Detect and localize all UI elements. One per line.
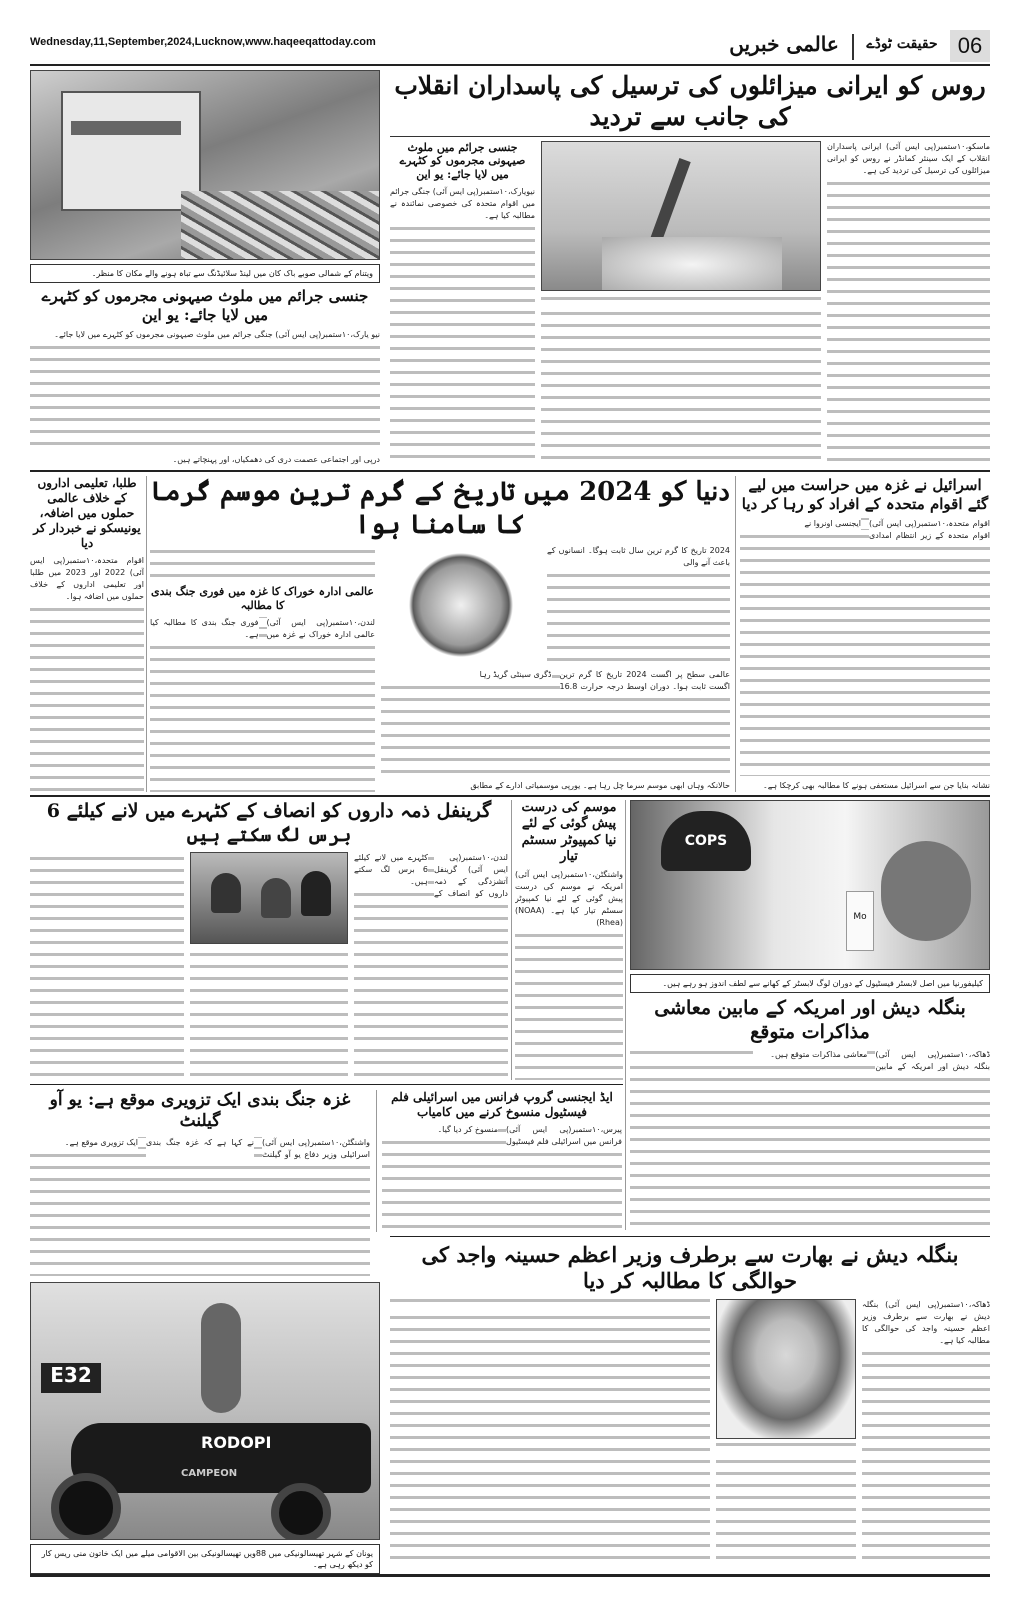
article-russia-iran bbox=[390, 70, 990, 466]
globe-photo bbox=[381, 545, 541, 665]
race-car-photo bbox=[30, 1282, 380, 1540]
landslide-photo bbox=[30, 70, 380, 260]
article-body: 2024 تاریخ کا گرم ترین سال ثابت ہوگا۔ انسانوں کے باعث آنے والی bbox=[547, 545, 730, 665]
article-grenfell bbox=[30, 800, 508, 1080]
lobster-festival-photo bbox=[630, 800, 990, 970]
headline-bangladesh-us-talks: بنگلہ دیش اور امریکہ کے مابین معاشی مذاکرات متوقع bbox=[654, 997, 966, 1043]
article-body: ڈھاکہ،۱۰ستمبر(پی ایس آئی) بنگلہ دیش نے بھارت سے برطرف وزیر اعظم حسینہ واجد کی حوالگی کا مطالبہ کیا ہے۔ bbox=[862, 1299, 990, 1569]
section-title: عالمی خبریں bbox=[729, 32, 839, 56]
bottle-label: Mo bbox=[846, 891, 874, 951]
grenfell-group-photo bbox=[190, 852, 348, 944]
headline-grenfell: گرینفل ذمہ داروں کو انصاف کے کٹہرے میں لانے کیلئے 6 برس لگ سکتے ہیں bbox=[46, 800, 492, 846]
headline-weather-computer: موسم کی درست پیش گوئی کے لئے نیا کمپیوٹر سسٹم تیار bbox=[521, 800, 617, 864]
page-number: 06 bbox=[950, 30, 990, 62]
cap-logo: COPS bbox=[661, 811, 751, 871]
article-hasina-extradition bbox=[390, 1242, 990, 1568]
headline-unesco-attacks-education: طلبا، تعلیمی اداروں کے خلاف عالمی حملوں میں اضافہ، یونیسکو نے خبردار کر دیا bbox=[33, 476, 141, 550]
headline-un-sexual-crimes: جنسی جرائم میں ملوث صیہونی مجرموں کو کٹہرے میں لایا جائے: یو این bbox=[41, 287, 369, 324]
header-rule bbox=[30, 64, 990, 66]
article-body: لندن،۱۰ستمبر(پی ایس آئی) عالمی ادارہ خوراک نے غزہ میں فوری جنگ بندی کا مطالبہ کیا ہے۔ bbox=[150, 617, 375, 793]
car-brand: RODOPI bbox=[201, 1433, 272, 1452]
article-france-film-festival bbox=[382, 1090, 622, 1232]
article-body: نیو یارک،۱۰ستمبر(پی ایس آئی) جنگی جرائم میں ملوث صیہونی مجرموں کو کٹہرے میں لایا جائے۔ bbox=[30, 329, 380, 451]
article-body bbox=[541, 295, 821, 467]
divider bbox=[852, 34, 854, 60]
headline-hottest-summer-2024: دنیا کو 2024 میں تاریخ کے گرم ترین موسم گرما کا سامنا ہوا bbox=[150, 477, 730, 540]
article-body-tail: نشانہ بنایا جن سے اسرائیل مستعفی ہونے کا مطالبہ بھی کرچکا ہے۔ bbox=[763, 781, 990, 790]
article-body: واشنگٹن،۱۰ستمبر(پی ایس آئی) امریکہ نے موسم کی درست پیش گوئی کے لئے نیا کمپیوٹر سسٹم تیار کیا ہے۔ (NOAA) (Rhea) bbox=[515, 869, 623, 1080]
headline-wfp-gaza-ceasefire: عالمی ادارہ خوراک کا غزہ میں فوری جنگ بندی کا مطالبہ bbox=[151, 585, 374, 612]
subheadline-un-sexual-crimes: جنسی جرائم میں ملوث صیہونی مجرموں کو کٹہرے میں لایا جائے: یو این bbox=[399, 140, 526, 181]
missile-launch-photo bbox=[541, 141, 821, 291]
article-weather-computer bbox=[515, 800, 623, 1080]
headline-israel-released-un-staff: اسرائیل نے غزہ میں حراست میں لیے گئے اقوام متحدہ کے افراد کو رہا کر دیا bbox=[741, 476, 989, 513]
headline-france-film-festival: ایڈ ایجنسی گروپ فرانس میں اسرائیلی فلم فیسٹیول منسوخ کرنے میں کامیاب bbox=[391, 1090, 613, 1119]
article-body-tail: حالانکہ وہاں ابھی موسم سرما چل رہا ہے۔ یورپی موسمیاتی ادارے کے مطابق bbox=[470, 781, 730, 790]
article-body bbox=[150, 545, 375, 581]
article-body: نیویارک،۱۰ستمبر(پی ایس آئی) جنگی جرائم میں اقوام متحدہ کی خصوصی نمائندہ نے مطالبہ کیا ہے۔ bbox=[390, 186, 535, 466]
headline-gallant-ceasefire: غزہ جنگ بندی ایک تزویری موقع ہے: یو آو گیلنٹ bbox=[49, 1090, 351, 1132]
article-bangladesh-us bbox=[630, 800, 990, 1232]
car-number: E32 bbox=[41, 1363, 101, 1393]
landslide-caption: ویتنام کے شمالی صوبے باک کان میں لینڈ سلائیڈنگ سے تباہ ہونے والے مکان کا منظر۔ bbox=[30, 264, 380, 283]
article-body bbox=[390, 1299, 710, 1569]
article-body: عالمی سطح پر اگست 2024 تاریخ کا گرم ترین اگست ثابت ہوا۔ دوران اوسط درجہ حرارت 16.8 ڈگری سینٹی گریڈ رہا bbox=[381, 669, 730, 776]
article-body: ماسکو،۱۰ستمبر(پی ایس آئی) ایرانی پاسداران انقلاب کے ایک سینئر کمانڈر نے روس کو ایرانی میزائلوں کی ترسیل کی تردید کی ہے۔ bbox=[827, 141, 990, 467]
article-gallant bbox=[30, 1090, 370, 1276]
race-car-caption: یونان کے شہر تھیسالونیکی میں 88ویں تھیسالونیکی بین الاقوامی میلے میں ایک خاتون منی ریس کار کو دیکھ رہی ہے۔ bbox=[30, 1544, 380, 1574]
article-body: اقوام متحدہ،۱۰ستمبر(پی ایس آئی) 2022 اور 2023 میں طلبا اور تعلیمی اداروں کے خلاف حملوں میں اضافہ ہوا۔ bbox=[30, 555, 144, 792]
lobster-caption: کیلیفورنیا میں اصل لابسٹر فیسٹیول کے دوران لوگ لابسٹر کے کھانے سے لطف اندوز ہو رہے ہیں۔ bbox=[630, 974, 990, 993]
header-dateline: Wednesday,11,September,2024,Lucknow,www.haqeeqattoday.com bbox=[30, 36, 376, 48]
article-body: پیرس،۱۰ستمبر(پی ایس آئی) فرانس میں اسرائیلی فلم فیسٹیول منسوخ کر دیا گیا۔ bbox=[382, 1124, 622, 1232]
article-body: ڈھاکہ،۱۰ستمبر(پی ایس آئی) بنگلہ دیش اور امریکہ کے مابین معاشی مذاکرات متوقع ہیں۔ bbox=[630, 1049, 990, 1233]
car-sponsor: CAMPEON bbox=[181, 1468, 238, 1479]
article-un-sexual-crimes bbox=[30, 70, 380, 466]
paper-name: حقیقت ٹوڈے bbox=[866, 36, 938, 52]
headline-bangladesh-hasina-extradition: بنگلہ دیش نے بھارت سے برطرف وزیر اعظم حسینہ واجد کی حوالگی کا مطالبہ کر دیا bbox=[421, 1242, 959, 1294]
article-body bbox=[30, 852, 184, 1081]
article-body: لندن،۱۰ستمبر(پی ایس آئی) گرینفل آتشزدگی کے ذمہ داروں کو انصاف کے کٹہرے میں لانے کیلئے 6 برس لگ سکتے ہیں۔ bbox=[354, 852, 508, 1081]
sheikh-hasina-photo bbox=[716, 1299, 856, 1439]
article-body bbox=[190, 948, 348, 1081]
article-israel-un-staff bbox=[740, 476, 990, 792]
article-body-tail: درپی اور اجتماعی عصمت دری کی دھمکیاں، اور پہنچاتے ہیں۔ bbox=[172, 455, 380, 464]
race-car-photo-block bbox=[30, 1282, 380, 1568]
article-body: اقوام متحدہ،۱۰ستمبر(پی ایس آئی) اقوام متحدہ کے زیر انتظام امدادی ایجنسی اونروا نے bbox=[740, 518, 990, 777]
headline-russia-iran-missiles: روس کو ایرانی میزائلوں کی ترسیل کی پاسداران انقلاب کی جانب سے تردید bbox=[390, 70, 990, 137]
article-body bbox=[716, 1443, 856, 1569]
article-hottest-summer bbox=[150, 476, 730, 792]
article-body: واشنگٹن،۱۰ستمبر(پی ایس آئی) اسرائیلی وزیر دفاع یو آو گیلنٹ نے کہا ہے کہ غزہ جنگ بندی ایک تزویری موقع ہے۔ bbox=[30, 1137, 370, 1277]
article-unesco bbox=[30, 476, 144, 792]
